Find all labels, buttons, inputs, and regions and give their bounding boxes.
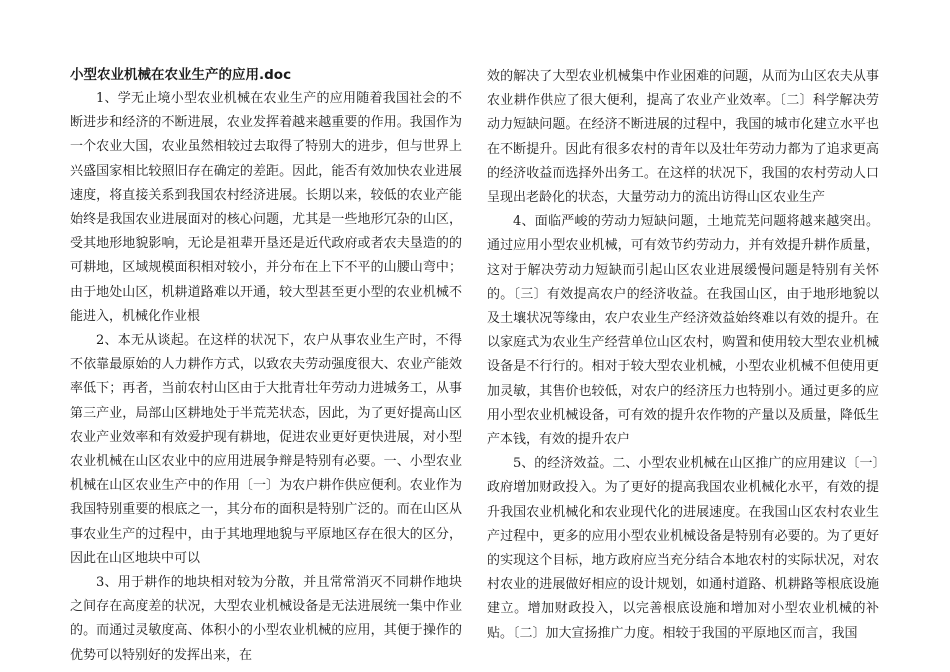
paragraph-4: 4、面临严峻的劳动力短缺问题，土地荒芜问题将越来越突出。通过应用小型农业机械，可有效节约劳动力，并有效提升耕作质量，这对于解决劳动力短缺而引起山区农业进展缓慢问题是特别有关怀的。〔三〕有效提高农户的经济收益。在我国山区，由于地形地貌以及土壤状况等缘由，农户农业生产经济效益始终难以有效的提升。在以家庭式为农业生产经营单位山区农村，购置和使用较大型农业机械设备是不行行的。相对于较大型农业机械，小型农业机械不但使用更加灵敏，其售价也较低，对农户的经济压力也特别小。通过更多的应用小型农业机械设备，可有效的提升农作物的产量以及质量，降低生产本钱，有效的提升农户 [487,214,879,448]
paragraph-2: 2、本无从谈起。在这样的状况下，农户从事农业生产时，不得不依靠最原始的人力耕作方式，以致农夫劳动强度很大、农业产能效率低下；再者，当前农村山区由于大批青壮年劳动力进城务工，从事第三产业，局部山区耕地处于半荒芜状态，因此，为了更好提高山区农业产业效率和有效爱护现有耕地，促进农业更好更快进展，对小型农业机械在山区农业中的应用进展争辩是特别有必要。一、小型农业机械在山区农业生产中的作用〔一〕为农户耕作供应便利。农业作为我国特别重要的根底之一，其分布的面积是特别广泛的。而在山区从事农业生产的过程中，由于其地理地貌与平原地区存在很大的区分，因此在山区地块中可以 [70,333,462,566]
right-column [487,65,879,646]
document-title: 小型农业机械在农业生产的应用.doc [70,67,292,83]
paragraph-3: 3、用于耕作的地块相对较为分散，并且常常消灭不同耕作地块之间存在高度差的状况，大型农业机械设备是无法进展统一集中作业的。而通过灵敏度高、体积小的小型农业机械的应用，其便于操作的优势可以特别好的发挥出来，在 [70,575,462,663]
paragraph-1: 1、学无止境小型农业机械在农业生产的应用随着我国社会的不断进步和经济的不断进展，农业发挥着越来越重要的作用。我国作为一个农业大国，农业虽然相较过去取得了特别大的进步，但与世界上兴盛国家相比较照旧存在确定的差距。因此，能否有效加快农业进展速度，将直接关系到我国农村经济进展。长期以来，较低的农业产能始终是我国农业进展面对的核心问题，尤其是一些地形冗杂的山区，受其地形地貌影响，无论是祖辈开垦还是近代政府或者农夫垦造的的可耕地，区域规模面积相对较小，并分布在上下不平的山腰山弯中；由于地处山区，机耕道路难以开通，较大型甚至更小型的农业机械不能进入，机械化作业根 [70,91,462,324]
paragraph-3-continued: 效的解决了大型农业机械集中作业困难的问题，从而为山区农夫从事农业耕作供应了很大便利，提高了农业产业效率。〔二〕科学解决劳动力短缺问题。在经济不断进展的过程中，我国的城市化建立水平也在不断提升。因此有很多农村的青年以及壮年劳动力都为了追求更高的经济收益而选择外出务工。在这样的状况下，我国的农村劳动人口呈现出老龄化的状态，大量劳动力的流出访得山区农业生产 [487,69,879,206]
left-column [70,63,462,668]
paragraph-5: 5、的经济效益。二、小型农业机械在山区推广的应用建议〔一〕政府增加财政投入。为了更好的提高我国农业机械化水平，有效的提升我国农业机械化和农业现代化的进展速度。在我国山区农村农业生产过程中，更多的应用小型农业机械设备是特别有必要的。为了更好的实现这个目标，地方政府应当充分结合本地农村的实际状况，对农村农业的进展做好相应的设计规划，如通村道路、机耕路等根底设施建立。增加财政投入，以完善根底设施和增加对小型农业机械的补贴。〔二〕加大宣扬推广力度。相较于我国的平原地区而言，我国 [487,456,879,641]
